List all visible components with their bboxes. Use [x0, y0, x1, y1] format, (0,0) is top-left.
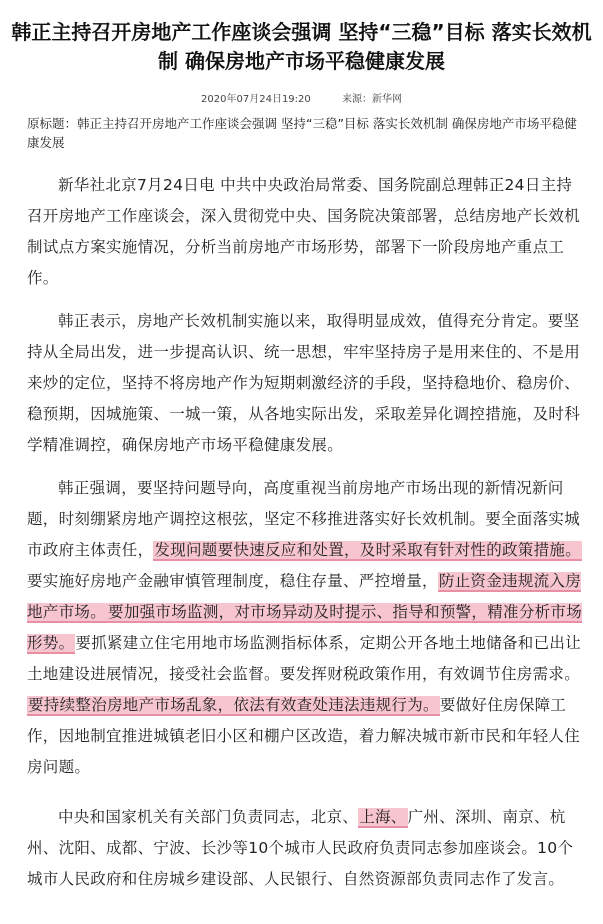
original-title: 原标题：韩正主持召开房地产工作座谈会强调 坚持“三稳”目标 落实长效机制 确保房地产市场平稳健康发展	[27, 116, 577, 150]
paragraph-3-text: 要抓紧建立住宅用地市场监测指标体系，定期公开各地土地储备和已出让土地建设进展情况，接受社会监督。要发挥财税政策作用，有效调节住房需求。	[27, 634, 582, 683]
highlight-quick-response: 发现问题要快速反应和处置，及时采取有针对性的政策措施。	[154, 541, 582, 559]
paragraph-4	[27, 802, 587, 895]
paragraph-3	[27, 473, 587, 783]
paragraph-2: 韩正表示，房地产长效机制实施以来，取得明显成效，值得充分肯定。要坚持从全局出发，进一步提高认识、统一思想，牢牢坚持房子是用来住的、不是用来炒的定位，坚持不将房地产作为短期刺激经济的手段，坚持稳地价、稳房价、稳预期，因城施策、一城一策，从各地实际出发，采取差异化调控措施，及时科学精准调控，确保房地产市场平稳健康发展。	[27, 312, 581, 454]
highlight-market-rectification: 要持续整治房地产市场乱象，依法有效查处违法违规行为。	[28, 696, 439, 714]
paragraph-3-text: 要做好住房保障工作，因地制宜推进城镇老旧小区和棚户区改造，着力解决城市新市民和年轻人住房问题。	[27, 696, 581, 776]
paragraph-1: 新华社北京7月24日电 中共中央政治局常委、国务院副总理韩正24日主持召开房地产工作座谈会，深入贯彻党中央、国务院决策部署，总结房地产长效机制试点方案实施情况，分析当前房地产市场形势，部署下一阶段房地产重点工作。	[27, 176, 581, 287]
paragraph-3-text: 要实施好房地产金融审慎管理制度，稳住存量、严控增量，	[27, 572, 438, 590]
paragraph-4-text: 广州、深圳、南京、杭州、沈阳、成都、宁波、长沙等10个城市人民政府负责同志参加座谈会。10个城市人民政府和住房城乡建设部、人民银行、自然资源部负责同志作了发言。	[27, 808, 574, 888]
highlight-market-monitoring: 要加强市场监测，对市场异动及时提示、指导和预警，精准分析市场形势。	[27, 603, 583, 652]
publish-date: 2020年07月24日19:20	[201, 94, 311, 105]
highlight-shanghai: 上海、	[359, 808, 407, 826]
article-title: 韩正主持召开房地产工作座谈会强调 坚持“三稳”目标 落实长效机制 确保房地产市场平稳健康发展	[11, 20, 592, 73]
highlight-prevent-funds: 防止资金违规流入房地产市场。	[27, 572, 582, 621]
article-source: 来源：新华网	[341, 94, 402, 105]
paragraph-3-text: 韩正强调，要坚持问题导向，高度重视当前房地产市场出现的新情况新问题，时刻绷紧房地产调控这根弦，坚定不移推进落实好长效机制。要全面落实城市政府主体责任，	[27, 479, 581, 559]
paragraph-4-text: 中央和国家机关有关部门负责同志，北京、	[58, 808, 359, 826]
article-meta	[0, 90, 603, 105]
